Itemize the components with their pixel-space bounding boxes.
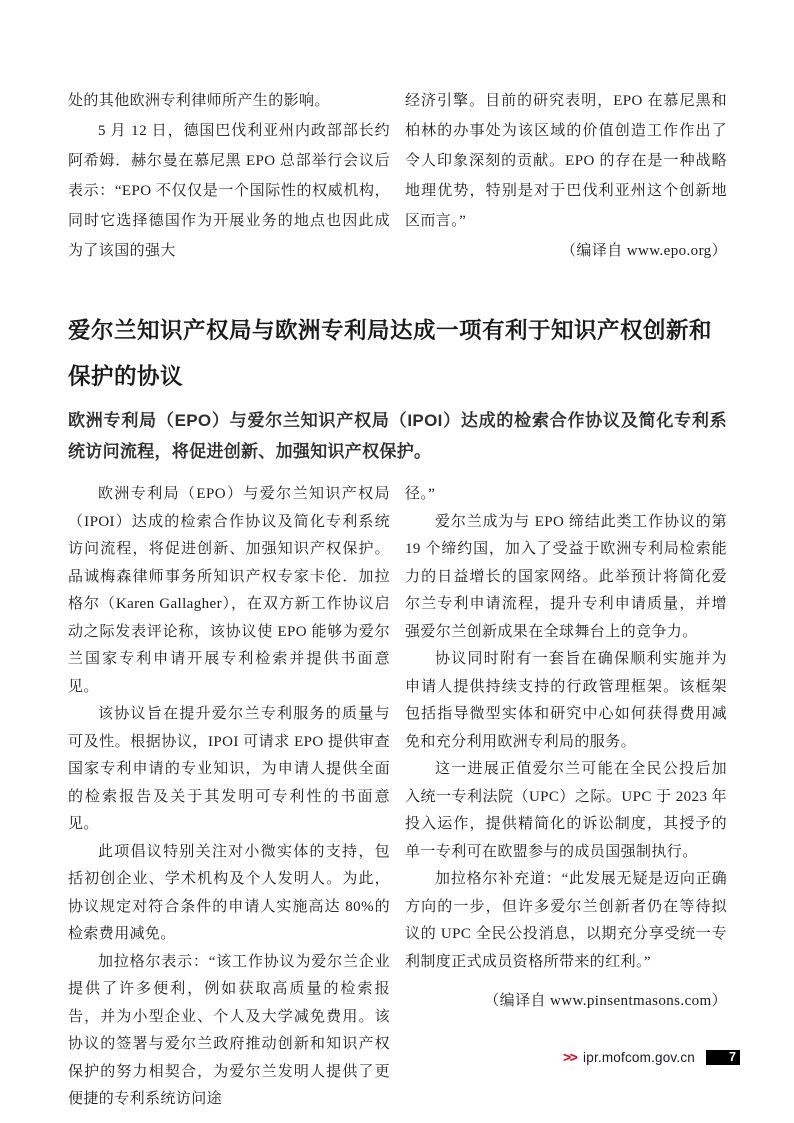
article-title: 爱尔兰知识产权局与欧洲专利局达成一项有利于知识产权创新和保护的协议 <box>68 318 713 389</box>
page-footer <box>563 1050 740 1065</box>
article-left-column <box>68 481 390 1114</box>
paragraph: 处的其他欧洲专利律师所产生的影响。 <box>68 93 330 109</box>
article-attribution: （编译自 www.pinsentmasons.com） <box>484 993 727 1009</box>
paragraph: 5 月 12 日，德国巴伐利亚州内政部部长约阿希姆．赫尔曼在慕尼黑 EPO 总部举行会议后表示：“EPO 不仅仅是一个国际性的权威机构，同时它选择德国作为开展业务的地点也因此成为了该国的强大 <box>68 123 390 259</box>
paragraph: 加拉格尔表示：“该工作协议为爱尔兰企业提供了许多便利，例如获取高质量的检索报告，并为小型企业、个人及大学减免费用。该协议的签署与爱尔兰政府推动创新和知识产权保护的努力相契合，为爱尔兰发明人提供了更便捷的专利系统访问途 <box>68 953 390 1107</box>
paragraph: 此项倡议特别关注对小微实体的支持，包括初创企业、学术机构及个人发明人。为此，协议规定对符合条件的申请人实施高达 80%的检索费用减免。 <box>68 843 391 942</box>
page-number-badge: 7 <box>706 1050 740 1065</box>
paragraph: 协议同时附有一套旨在确保顺利实施并为申请人提供持续支持的行政管理框架。该框架包括指导微型实体和研究中心如何获得费用减免和充分利用欧洲专利局的服务。 <box>405 651 727 750</box>
paragraph: 加拉格尔补充道：“此发展无疑是迈向正确方向的一步，但许多爱尔兰创新者仍在等待拟议的 UPC 全民公投消息，以期充分享受统一专利制度正式成员资格所带来的红利。” <box>405 871 727 970</box>
article-body <box>68 481 727 1114</box>
article-right-column <box>405 481 727 1114</box>
paragraph: 欧洲专利局（EPO）与爱尔兰知识产权局（IPOI）达成的检索合作协议及简化专利系统访问流程，将促进创新、加强知识产权保护。品诚梅森律师事务所知识产权专家卡伦．加拉格尔（Karen Gallagher），在双方新工作协议启动之际发表评论称，该协议使 EPO 能够为爱尔兰国家专利申请开展专利检索并提供书面意见。 <box>68 486 390 695</box>
article-right-text <box>405 481 727 976</box>
paragraph: 经济引擎。目前的研究表明，EPO 在慕尼黑和柏林的办事处为该区域的价值创造工作作出了令人印象深刻的贡献。EPO 的存在是一种战略地理优势，特别是对于巴伐利亚州这个创新地区而言。” <box>405 93 727 229</box>
paragraph: 该协议旨在提升爱尔兰专利服务的质量与可及性。根据协议，IPOI 可请求 EPO 提供审查国家专利申请的专业知识，为申请人提供全面的检索报告及关于其发明可专利性的书面意见。 <box>68 706 390 832</box>
page-content <box>68 86 727 1114</box>
top-article-continuation <box>68 86 727 266</box>
top-article-left-column <box>68 86 390 266</box>
paragraph: 径。” <box>405 486 436 502</box>
double-chevron-icon: >> <box>562 1049 577 1065</box>
paragraph: 这一进展正值爱尔兰可能在全民公投后加入统一专利法院（UPC）之际。UPC 于 2023 年投入运作，提供精简化的诉讼制度，其授予的单一专利可在欧盟参与的成员国强制执行。 <box>405 761 727 860</box>
top-article-attribution: （编译自 www.epo.org） <box>561 243 727 259</box>
top-article-right-column <box>405 86 727 266</box>
footer-site-label: ipr.mofcom.gov.cn <box>583 1050 695 1065</box>
paragraph: 爱尔兰成为与 EPO 缔结此类工作协议的第 19 个缔约国，加入了受益于欧洲专利局检索能力的日益增长的国家网络。此举预计将简化爱尔兰专利申请流程，提升专利申请质量，并增强爱尔兰创新成果在全球舞台上的竞争力。 <box>405 513 727 640</box>
article-subtitle: 欧洲专利局（EPO）与爱尔兰知识产权局（IPOI）达成的检索合作协议及简化专利系统访问流程，将促进创新、加强知识产权保护。 <box>68 411 727 461</box>
top-article-right-text <box>405 86 727 236</box>
